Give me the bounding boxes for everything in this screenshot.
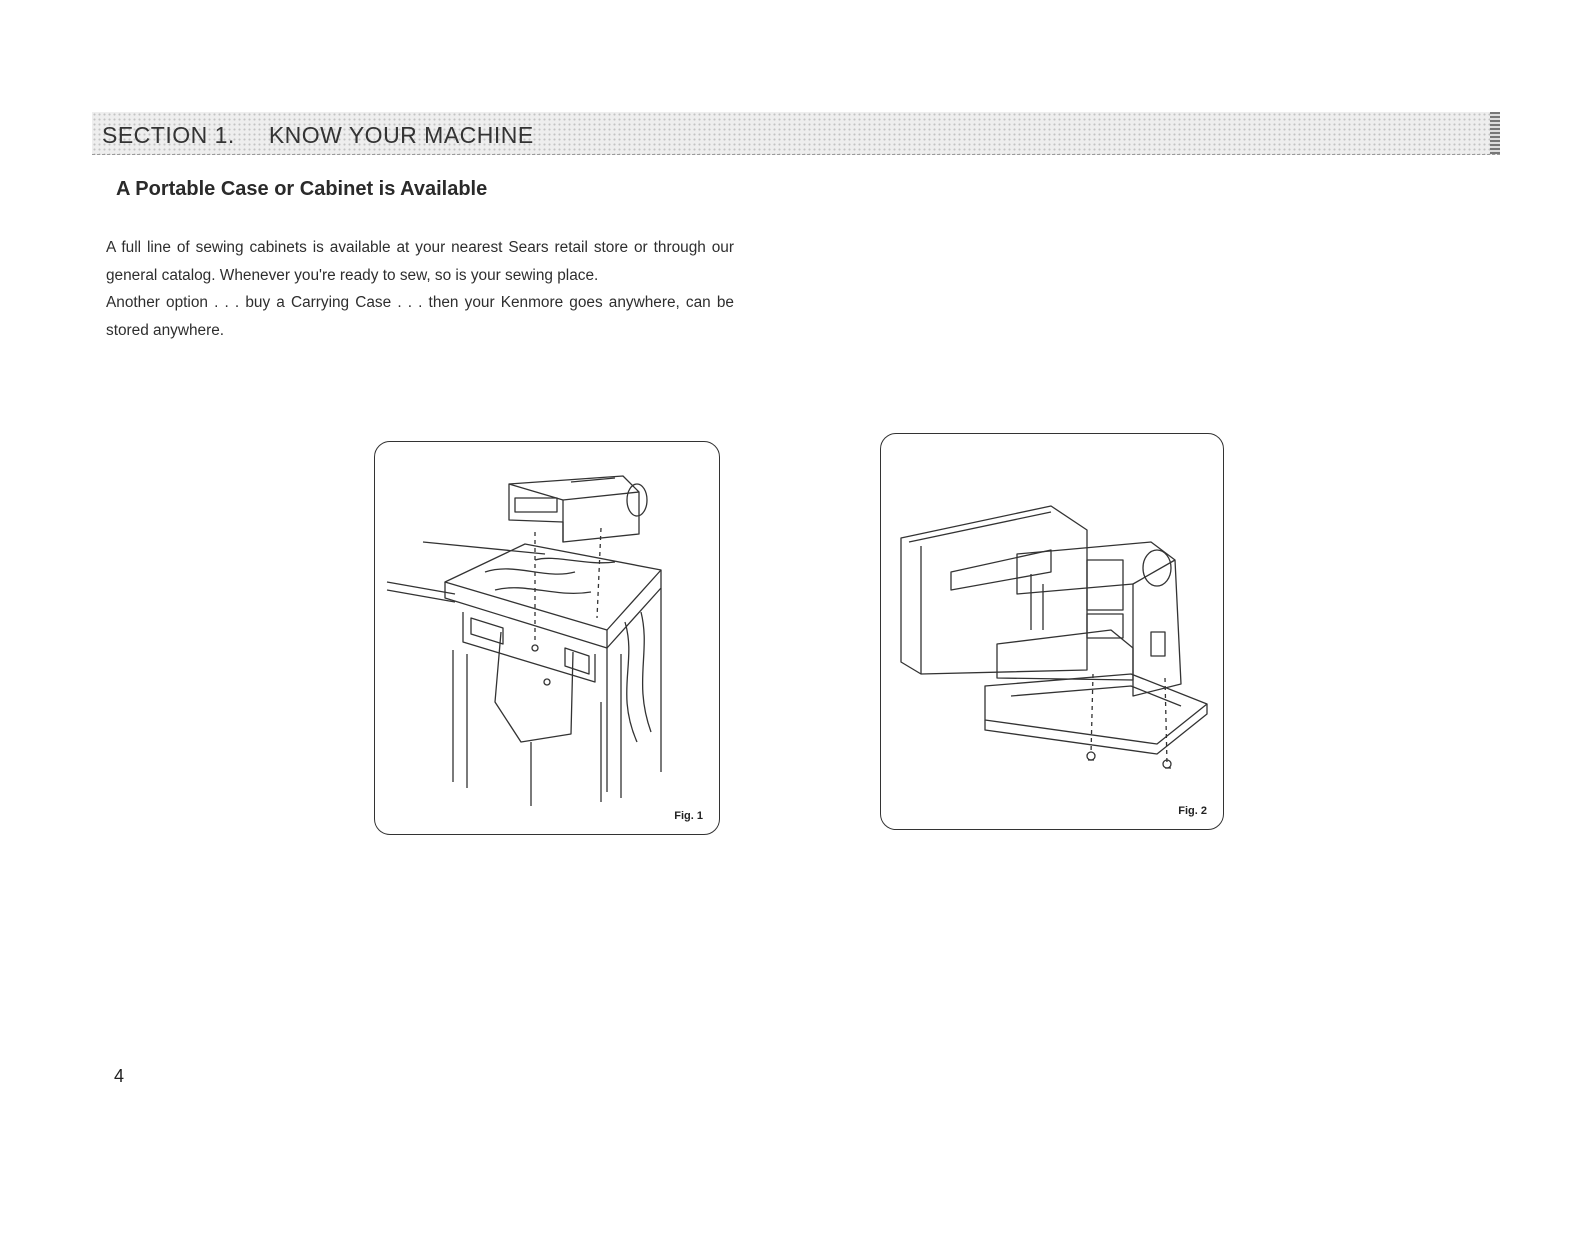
band-edge-decoration [1490,112,1500,154]
paragraph-cabinets: A full line of sewing cabinets is available at your nearest Sears retail store or through our general catalog. Whenever you're ready to sew, so is your sewing place. [106,239,734,284]
section-header-band [92,112,1500,155]
figure-1 [374,441,720,835]
paragraph-carrying-case: Another option . . . buy a Carrying Case . . . then your Kenmore goes anywhere, can be stored anywhere. [106,294,734,339]
figure-2-label: Fig. 2 [1178,805,1207,817]
sewing-cabinet-illustration [375,442,719,834]
figure-2 [880,433,1224,830]
body-text [106,234,734,344]
figure-1-label: Fig. 1 [674,810,703,822]
page-number: 4 [114,1066,125,1086]
section-name: KNOW YOUR MACHINE [268,122,534,148]
section-number: SECTION 1. [102,122,235,148]
section-title [102,122,534,149]
carrying-case-illustration [881,434,1223,829]
page-heading: A Portable Case or Cabinet is Available [116,178,488,200]
